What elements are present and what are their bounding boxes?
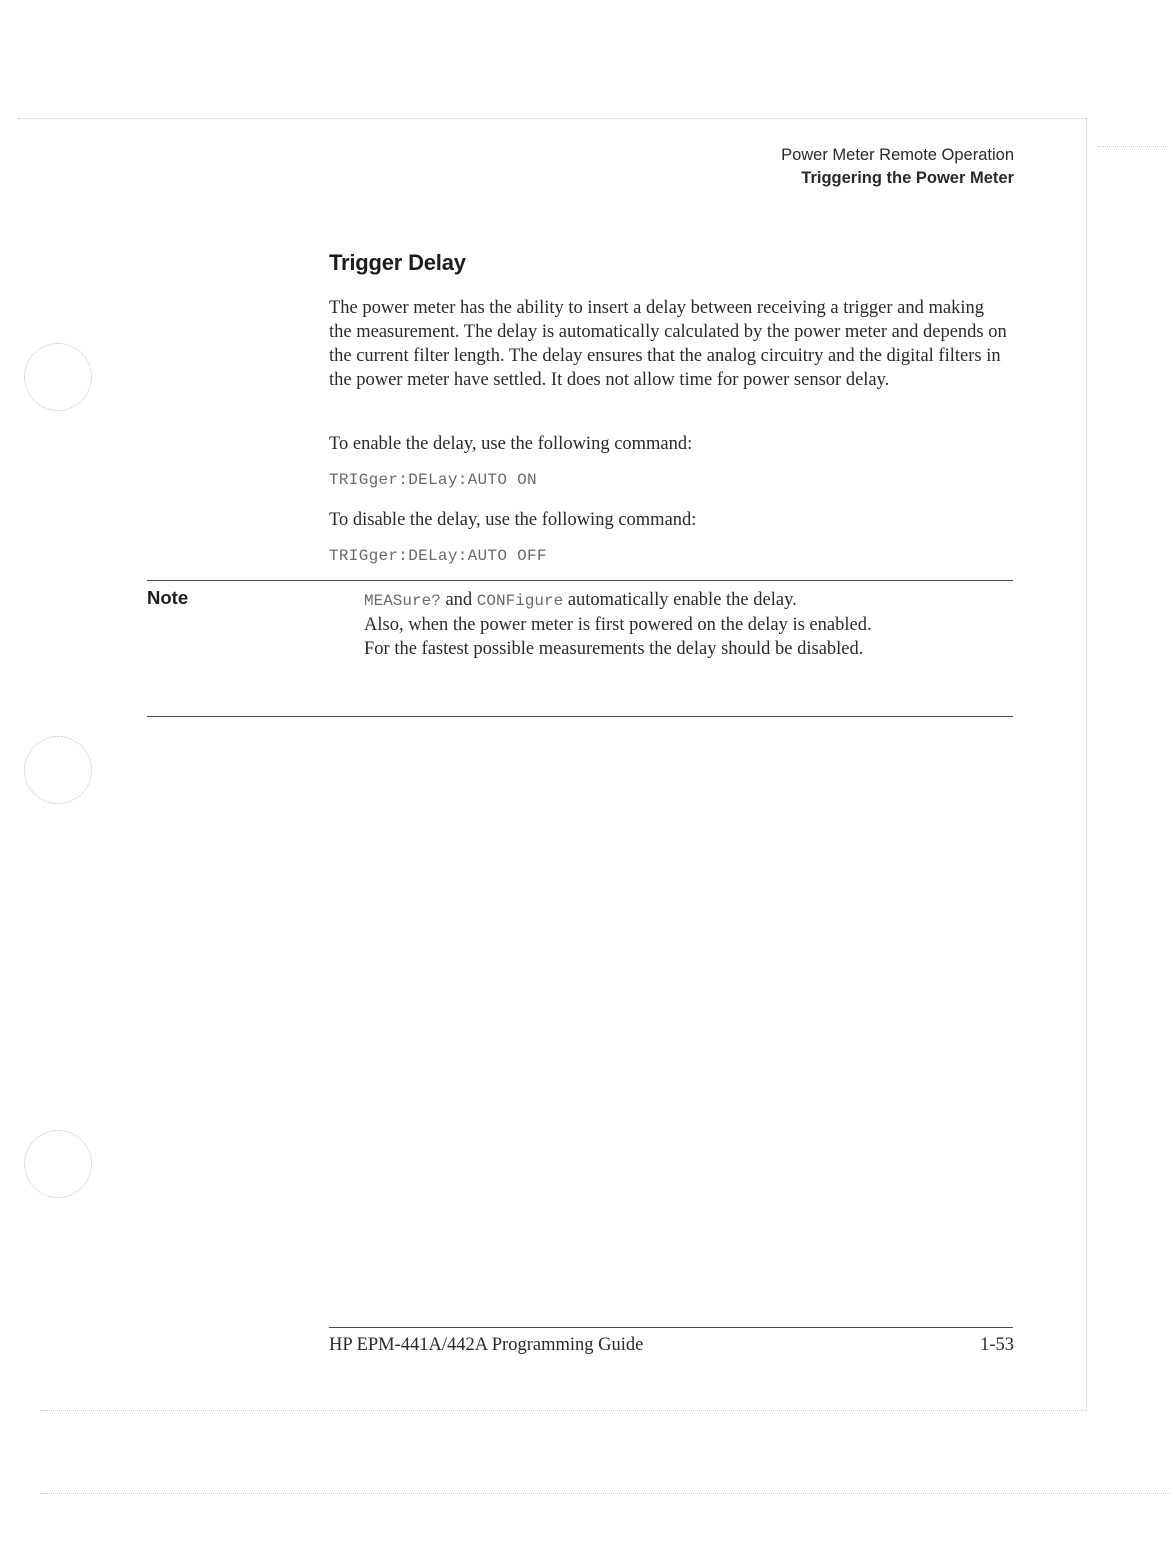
enable-command: TRIGger:DELay:AUTO ON (329, 471, 537, 489)
scan-border-bottom (40, 1410, 1086, 1411)
note-cmd-configure: CONFigure (476, 592, 564, 610)
note-line-3: For the fastest possible measurements the delay should be disabled. (364, 639, 864, 659)
note-cmd-measure: MEASure? (364, 592, 441, 610)
section-title: Trigger Delay (329, 250, 466, 275)
running-header-chapter: Power Meter Remote Operation (781, 146, 1014, 164)
note-line-1-rest: automatically enable the delay. (563, 590, 797, 610)
scan-border-lower (40, 1493, 1170, 1494)
punch-hole-bottom (24, 1130, 92, 1198)
footer-rule (329, 1327, 1013, 1328)
enable-paragraph: To enable the delay, use the following command: (329, 434, 693, 454)
scan-border-top-right (1098, 146, 1168, 147)
note-bottom-rule (147, 716, 1013, 717)
footer-title: HP EPM-441A/442A Programming Guide (329, 1335, 644, 1355)
scan-border-top (18, 118, 1086, 119)
punch-hole-top (24, 343, 92, 411)
disable-paragraph: To disable the delay, use the following command: (329, 510, 697, 530)
page-number: 1-53 (980, 1335, 1014, 1355)
punch-hole-middle (24, 736, 92, 804)
note-top-rule (147, 580, 1013, 581)
note-label: Note (147, 587, 189, 608)
note-word-and: and (440, 590, 477, 610)
scan-border-right (1086, 118, 1087, 1410)
note-line-1 (364, 588, 964, 613)
running-header (781, 144, 1014, 190)
intro-paragraph: The power meter has the ability to insert a delay between receiving a trigger and making the measurement. The delay is automatically calculated by the power meter and depends on the current filter length. The delay ensures that the analog circuitry and the digital filters in the power meter have settled. It does not allow time for power sensor delay. (329, 298, 1007, 390)
note-line-2: Also, when the power meter is first powered on the delay is enabled. (364, 615, 872, 635)
running-header-section: Triggering the Power Meter (801, 169, 1014, 187)
note-body (364, 588, 964, 661)
disable-command: TRIGger:DELay:AUTO OFF (329, 547, 547, 565)
